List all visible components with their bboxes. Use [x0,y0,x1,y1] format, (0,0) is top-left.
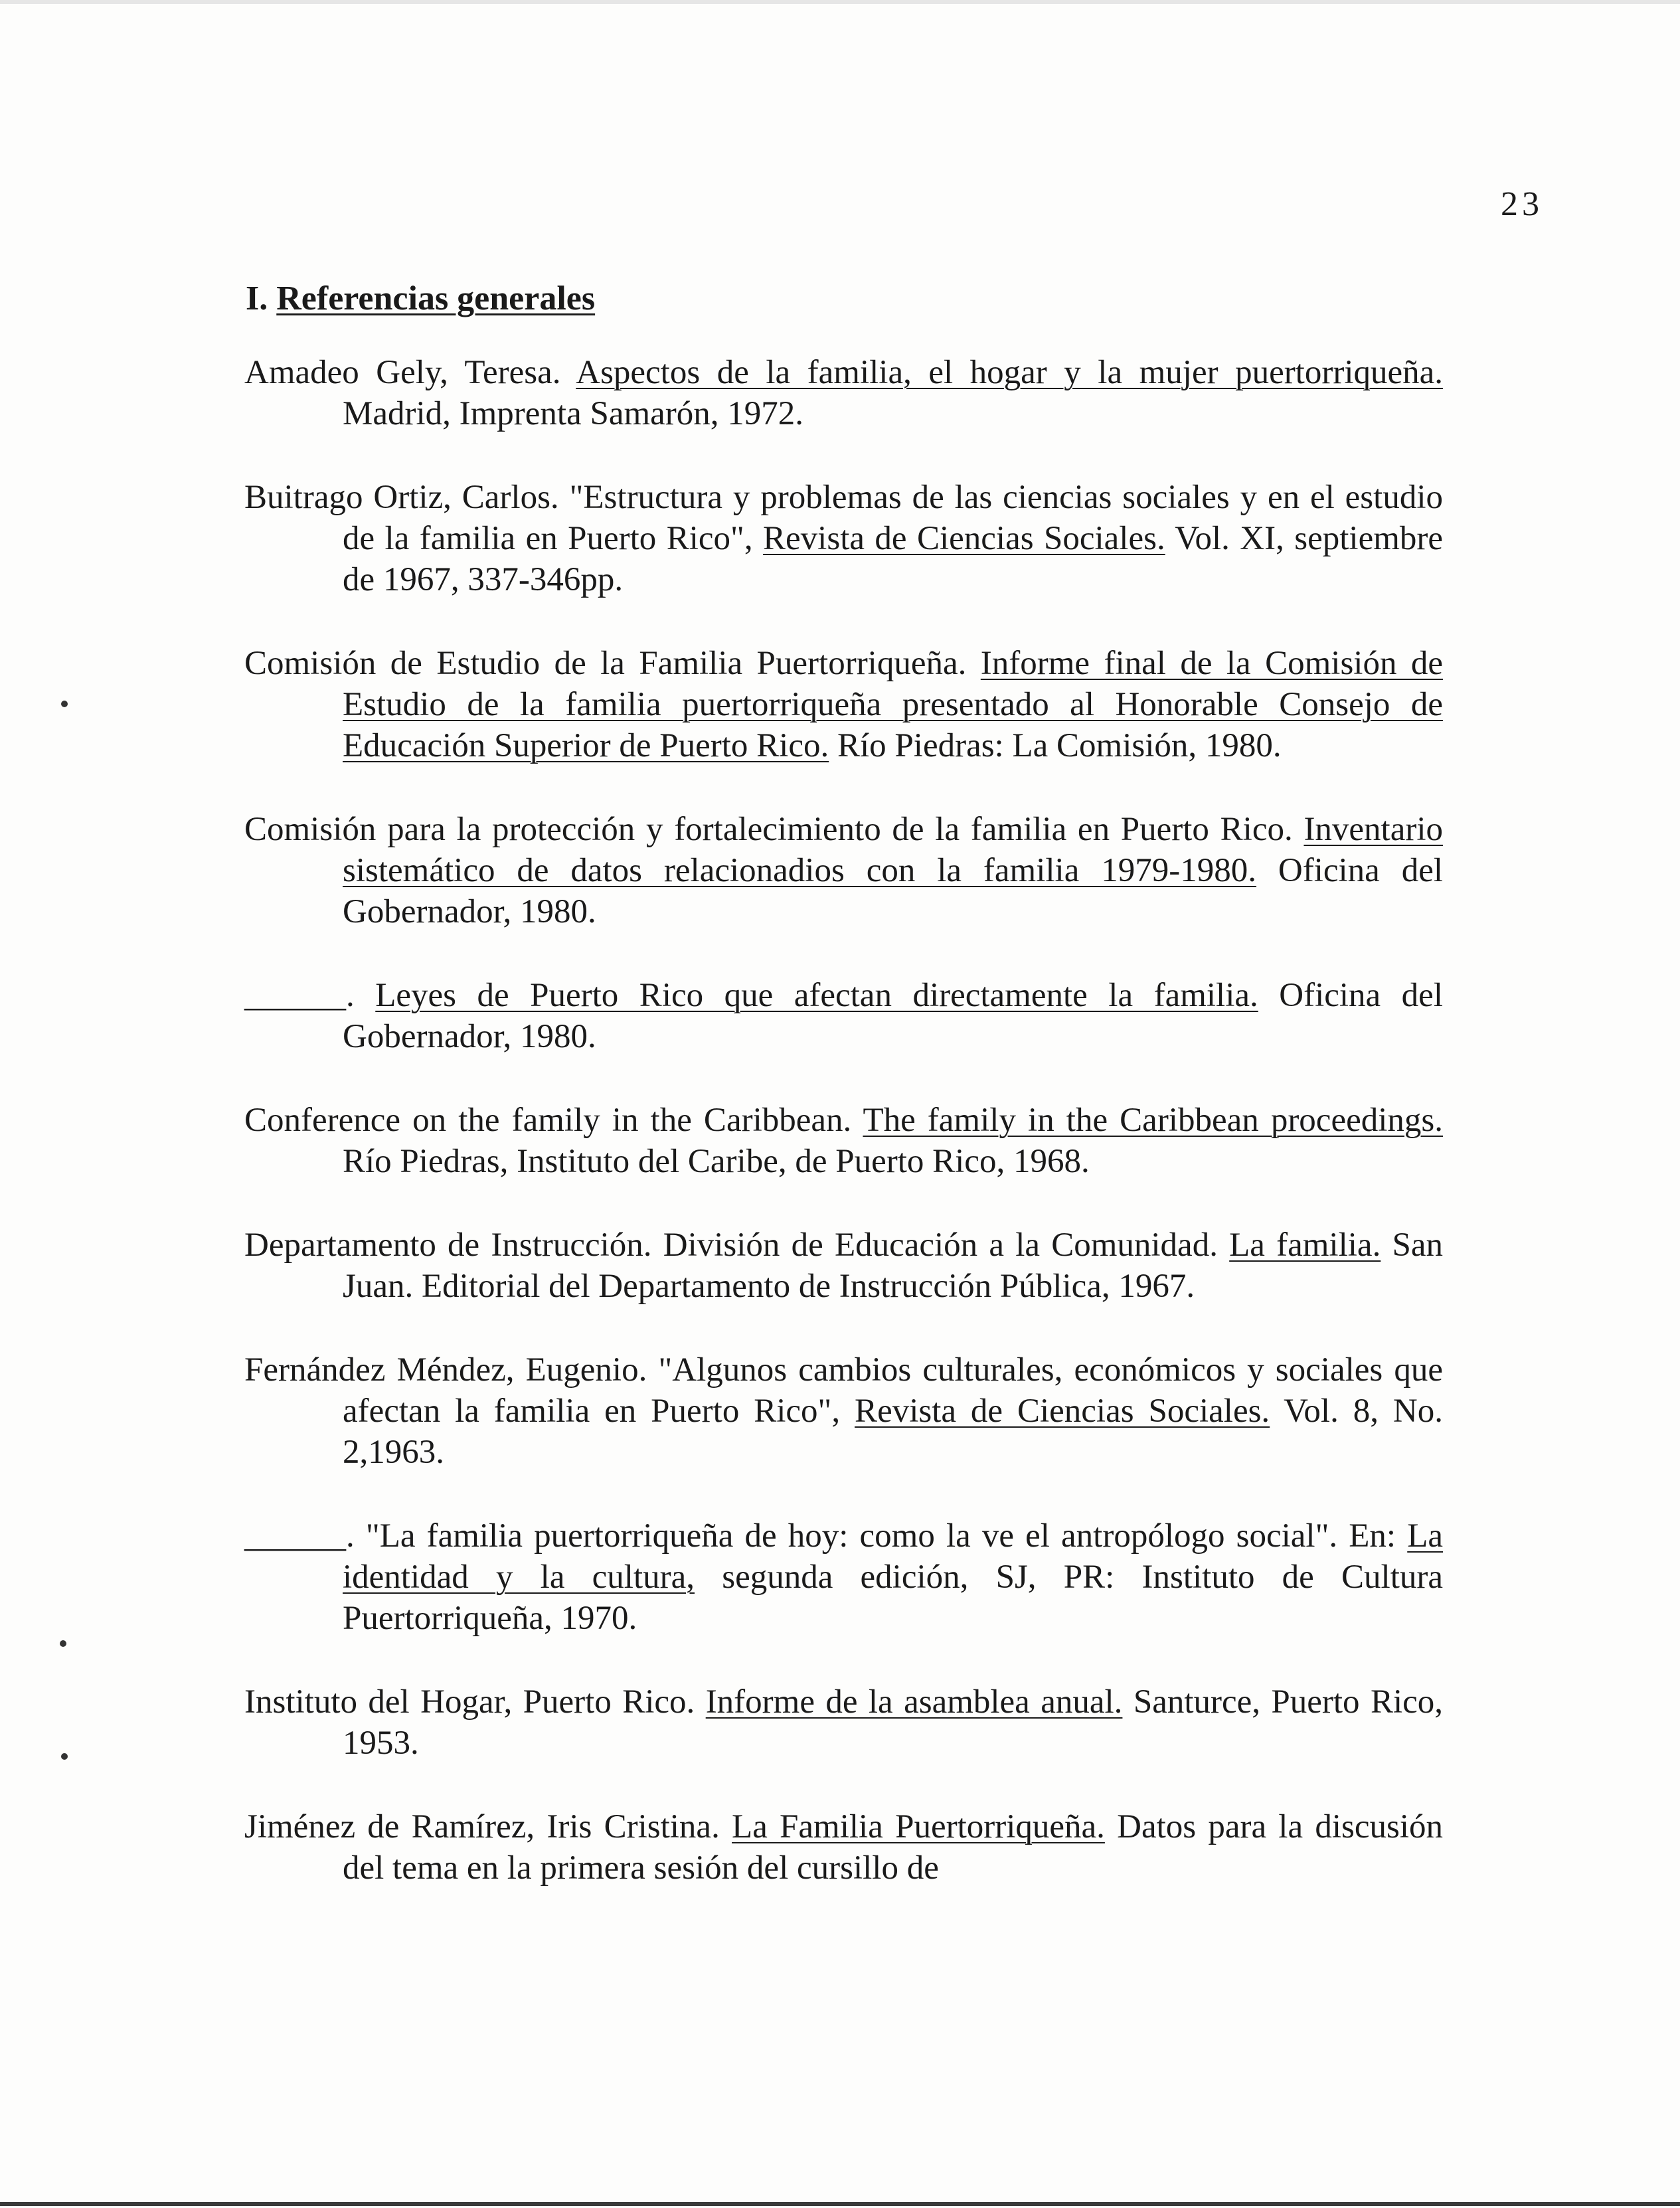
section-heading [246,279,595,318]
ref-title: Revista de Ciencias Sociales. [763,520,1165,557]
scan-speck [60,1640,66,1647]
ref-publication: Río Piedras: La Comisión, 1980. [837,727,1282,764]
scan-speck [61,1753,68,1760]
reference-entry [244,1225,1443,1307]
ref-title: La Familia Puertorriqueña. [732,1808,1105,1845]
ref-title: La familia. [1229,1227,1381,1264]
ref-title: La identidad y la cultura, [343,1517,1444,1596]
ref-author: Jiménez de Ramírez, Iris Cristina. [244,1808,720,1845]
ref-article: "Estructura y problemas de las ciencias sociales y en el estudio de la familia en Puerto Rico", [343,479,1443,557]
ref-title: Informe final de la Comisión de Estudio de la familia puertorriqueña presentado al Honorable Consejo de Educación Superior de Puerto Rico. [343,645,1444,764]
reference-entry [244,975,1443,1057]
ref-publication: Oficina del Gobernador, 1980. [343,852,1444,930]
ref-author: Comisión de Estudio de la Familia Puertorriqueña. [244,645,967,682]
ref-publication: Vol. 8, No. 2,1963. [343,1393,1443,1471]
ref-article: "La familia puertorriqueña de hoy: como la ve el antropólogo social". En: [365,1517,1396,1555]
ref-author-repeat: ______. [244,977,355,1014]
section-numeral: I. [246,280,268,317]
reference-entry [244,1681,1443,1764]
ref-publication: Santurce, Puerto Rico, 1953. [343,1683,1444,1762]
ref-publication: Datos para la discusión del tema en la primera sesión del cursillo de [343,1808,1443,1887]
page-number: 23 [1501,185,1543,223]
ref-publication: San Juan. Editorial del Departamento de Instrucción Pública, 1967. [343,1227,1444,1305]
scan-speck [61,701,68,707]
ref-author: Buitrago Ortiz, Carlos. [244,479,559,516]
ref-author: Fernández Méndez, Eugenio. [244,1351,647,1389]
ref-title: Leyes de Puerto Rico que afectan directamente la familia. [375,977,1258,1014]
reference-entry [244,352,1443,434]
reference-entry [244,809,1443,932]
section-title: Referencias generales [276,280,596,317]
ref-publication: Vol. XI, septiembre de 1967, 337-346pp. [343,520,1444,598]
ref-title: Inventario sistemático de datos relacionadios con la familia 1979-1980. [343,811,1444,889]
reference-entry [244,1349,1443,1473]
ref-publication: Río Piedras, Instituto del Caribe, de Puerto Rico, 1968. [343,1143,1090,1180]
ref-author: Amadeo Gely, Teresa. [244,354,561,391]
reference-entry [244,477,1443,600]
ref-title: Revista de Ciencias Sociales. [855,1393,1270,1430]
ref-article: "Algunos cambios culturales, económicos y sociales que afectan la familia en Puerto Rico", [343,1351,1444,1430]
ref-author-repeat: ______. [244,1517,355,1555]
scan-bottom-edge [0,2202,1680,2206]
ref-author: Comisión para la protección y fortalecimiento de la familia en Puerto Rico. [244,811,1293,848]
ref-title: Aspectos de la familia, el hogar y la mujer puertorriqueña. [576,354,1444,391]
ref-title: Informe de la asamblea anual. [705,1683,1123,1721]
ref-author: Conference on the family in the Caribbean. [244,1102,852,1139]
reference-entry [244,1806,1443,1889]
ref-publication: Madrid, Imprenta Samarón, 1972. [343,395,804,432]
scan-top-edge [0,0,1680,4]
reference-entry [244,643,1443,766]
ref-author: Instituto del Hogar, Puerto Rico. [244,1683,695,1721]
ref-author: Departamento de Instrucción. División de Educación a la Comunidad. [244,1227,1218,1264]
reference-entry [244,1515,1443,1639]
reference-list [244,352,1443,1931]
ref-publication: segunda edición, SJ, PR: Instituto de Cultura Puertorriqueña, 1970. [343,1559,1443,1637]
reference-entry [244,1100,1443,1182]
ref-publication: Oficina del Gobernador, 1980. [343,977,1443,1055]
ref-title: The family in the Caribbean proceedings. [863,1102,1443,1139]
